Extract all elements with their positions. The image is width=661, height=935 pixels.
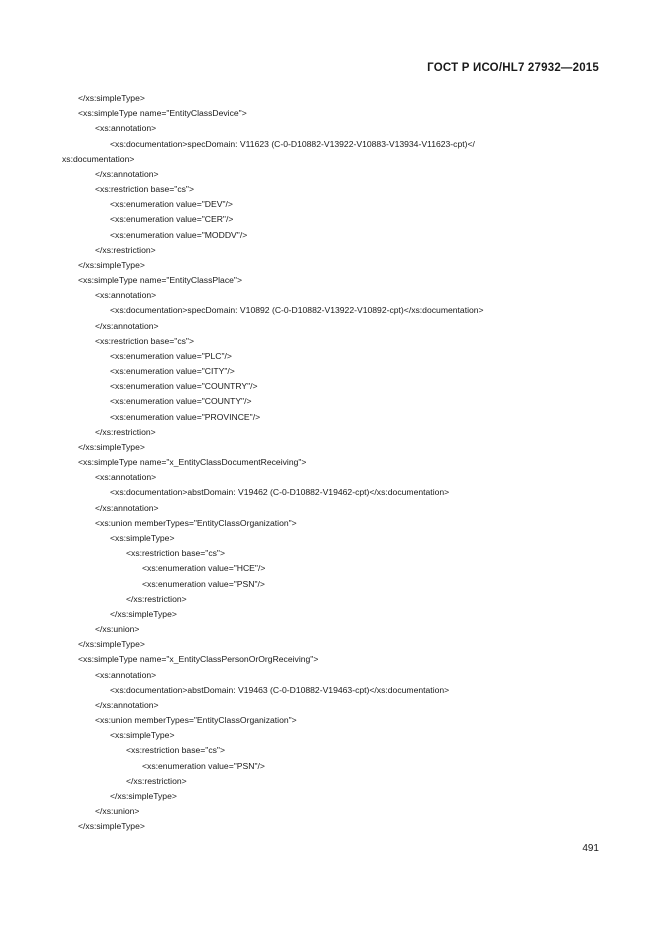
- code-line: <xs:simpleType name="EntityClassDevice">: [78, 108, 247, 119]
- code-line: </xs:simpleType>: [78, 821, 145, 832]
- code-line: <xs:enumeration value="HCE"/>: [142, 563, 266, 574]
- code-line: </xs:annotation>: [95, 502, 159, 513]
- code-line: <xs:enumeration value="CER"/>: [110, 214, 234, 225]
- code-line: <xs:enumeration value="DEV"/>: [110, 199, 233, 210]
- code-line: <xs:enumeration value="PSN"/>: [142, 578, 265, 589]
- code-line: </xs:simpleType>: [110, 608, 177, 619]
- code-line: <xs:annotation>: [95, 123, 157, 134]
- code-line: <xs:restriction base="cs">: [126, 745, 226, 756]
- code-line: </xs:simpleType>: [110, 790, 177, 801]
- code-line: </xs:annotation>: [95, 320, 159, 331]
- code-line: <xs:enumeration value="MODDV"/>: [110, 229, 248, 240]
- code-line: <xs:simpleType name="x_EntityClassDocumentReceiving">: [78, 457, 307, 468]
- code-line: </xs:restriction>: [95, 426, 156, 437]
- code-line: <xs:union memberTypes="EntityClassOrganization">: [95, 715, 297, 726]
- code-line: <xs:documentation>specDomain: V11623 (C-0-D10882-V13922-V10883-V13934-V11623-cpt)</: [110, 138, 475, 149]
- code-line: <xs:enumeration value="CITY"/>: [110, 366, 235, 377]
- code-line: <xs:simpleType>: [110, 532, 175, 543]
- code-line: </xs:simpleType>: [78, 639, 145, 650]
- code-line: </xs:restriction>: [126, 593, 187, 604]
- code-line: <xs:enumeration value="COUNTY"/>: [110, 396, 252, 407]
- code-line: <xs:restriction base="cs">: [95, 184, 195, 195]
- code-line: </xs:simpleType>: [78, 259, 145, 270]
- code-line: </xs:restriction>: [95, 244, 156, 255]
- code-line: </xs:union>: [95, 624, 140, 635]
- code-line: <xs:annotation>: [95, 472, 157, 483]
- code-line: <xs:documentation>specDomain: V10892 (C-0-D10882-V13922-V10892-cpt)</xs:documentation>: [110, 305, 484, 316]
- code-line: <xs:restriction base="cs">: [95, 335, 195, 346]
- code-line: <xs:enumeration value="PROVINCE"/>: [110, 411, 261, 422]
- code-line: <xs:simpleType>: [110, 730, 175, 741]
- code-line: <xs:enumeration value="PLC"/>: [110, 350, 232, 361]
- code-line: </xs:annotation>: [95, 699, 159, 710]
- code-line: <xs:restriction base="cs">: [126, 548, 226, 559]
- code-line: <xs:enumeration value="COUNTRY"/>: [110, 381, 258, 392]
- code-line: <xs:union memberTypes="EntityClassOrganization">: [95, 517, 297, 528]
- code-line: </xs:simpleType>: [78, 441, 145, 452]
- code-line: <xs:annotation>: [95, 669, 157, 680]
- xml-code-block: [62, 91, 602, 834]
- code-line: </xs:annotation>: [95, 168, 159, 179]
- page-header-standard-id: ГОСТ Р ИСО/HL7 27932—2015: [427, 62, 599, 74]
- code-line: xs:documentation>: [62, 153, 135, 164]
- page-number: 491: [582, 843, 599, 854]
- code-line: </xs:simpleType>: [78, 93, 145, 103]
- code-line: <xs:simpleType name="EntityClassPlace">: [78, 275, 242, 286]
- code-line: <xs:documentation>abstDomain: V19462 (C-0-D10882-V19462-cpt)</xs:documentation>: [110, 487, 450, 498]
- code-line: <xs:simpleType name="x_EntityClassPersonOrOrgReceiving">: [78, 654, 319, 665]
- code-line: <xs:documentation>abstDomain: V19463 (C-0-D10882-V19463-cpt)</xs:documentation>: [110, 684, 450, 695]
- code-line: </xs:union>: [95, 806, 140, 817]
- code-line: </xs:restriction>: [126, 775, 187, 786]
- code-line: <xs:enumeration value="PSN"/>: [142, 760, 265, 771]
- code-line: <xs:annotation>: [95, 290, 157, 301]
